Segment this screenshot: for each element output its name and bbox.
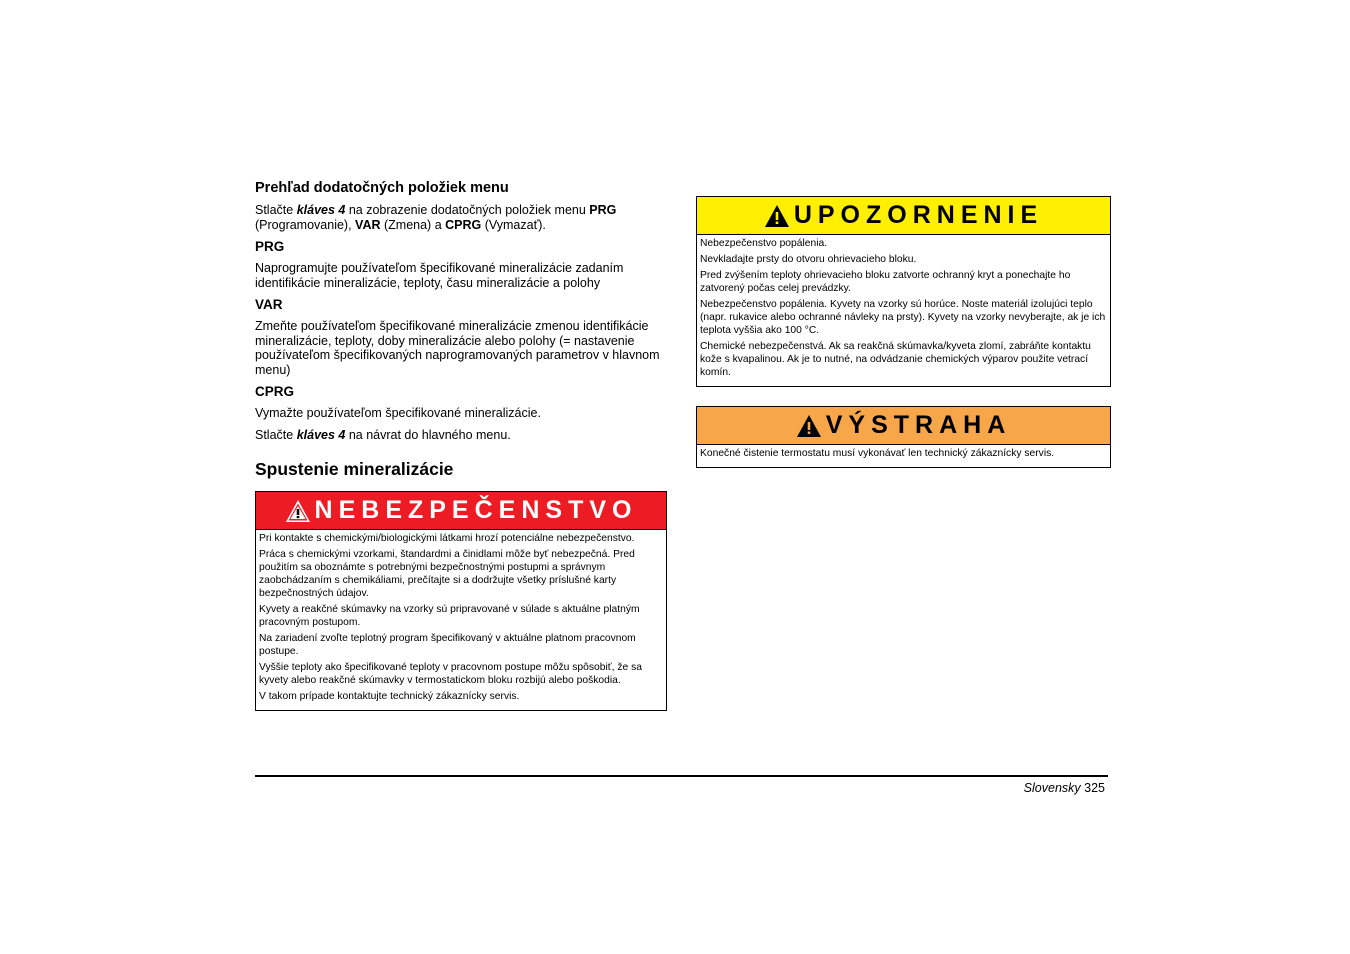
caution-body: [697, 235, 1110, 386]
caution-box: [696, 196, 1111, 387]
intro-text-3: (Programovanie),: [255, 217, 356, 232]
var-heading: VAR: [255, 297, 283, 312]
caution-item: Nebezpečenstvo popálenia.: [700, 238, 828, 249]
caution-item: Pred zvýšením teploty ohrievacieho bloku zatvorte ochranný kryt a ponechajte ho zatvorený počas celej prevádzky.: [700, 270, 1071, 294]
danger-box: [255, 491, 667, 711]
cprg-heading: CPRG: [255, 384, 295, 399]
danger-item: Kyvety a reakčné skúmavky na vzorky sú pripravované v súlade s aktuálne platným pracovným postupom.: [259, 604, 640, 628]
warning-body: [697, 445, 1110, 467]
footer-page-number: 325: [1084, 781, 1105, 795]
return-text-2: na návrat do hlavného menu.: [345, 427, 511, 442]
return-text-1: Stlačte: [255, 427, 297, 442]
right-column: [696, 196, 1111, 468]
intro-text-1: Stlačte: [255, 203, 297, 217]
return-key: kláves 4: [296, 427, 346, 442]
danger-item: Vyššie teploty ako špecifikované teploty v pracovnom postupe môžu spôsobiť, že sa kyvety alebo reakčné skúmavky v termostatickom bloku rozbijú alebo poškodia.: [259, 662, 642, 686]
prg-text: Naprogramujte používateľom špecifikované mineralizácie zadaním identifikácie mineralizácie, teploty, času mineralizácie a polohy: [255, 261, 624, 290]
danger-item: Práca s chemickými vzorkami, štandardmi a činidlami môže byť nebezpečná. Pred použitím sa oboznámte s potrebnými bezpečnostnými postupmi a správnym zaobchádzaním s chemikáliami, prečítajte si a dodržujte všetky príslušné karty bezpečnostných údajov.: [259, 549, 635, 599]
intro-text-4: (Zmena) a: [380, 217, 446, 232]
caution-item: Chemické nebezpečenstvá. Ak sa reakčná skúmavka/kyveta zlomí, zabráňte kontaktu kože s kvapalinou. Ak je to nutné, na odvádzanie chemických výparov použite vetrací komín.: [700, 341, 1091, 378]
warning-box: [696, 406, 1111, 468]
var-text: Zmeňte používateľom špecifikované mineralizácie zmenou identifikácie mineralizácie, teploty, doby mineralizácie alebo polohy (= nastavenie používateľom špecifikovaných naprogramovaných parametrov v hlavnom menu): [255, 319, 660, 377]
intro-text-2: na zobrazenie dodatočných položiek menu: [345, 203, 590, 217]
warning-triangle-icon: [796, 414, 822, 438]
danger-item: Na zariadení zvoľte teplotný program špecifikovaný v aktuálne platnom pracovnom postupe.: [259, 633, 636, 657]
cprg-text: Vymažte používateľom špecifikované mineralizácie.: [255, 406, 541, 420]
menu-section-title: Prehľad dodatočných položiek menu: [255, 180, 509, 196]
danger-label: NEBEZPEČENSTVO: [314, 496, 638, 524]
danger-item: Pri kontakte s chemickými/biologickými látkami hrozí potenciálne nebezpečenstvo.: [259, 533, 635, 544]
warning-triangle-icon: [285, 499, 311, 523]
intro-prg: PRG: [589, 203, 617, 217]
mineralization-section-title: Spustenie mineralizácie: [255, 459, 454, 479]
danger-item: V takom prípade kontaktujte technický zákaznícky servis.: [259, 691, 520, 702]
danger-header: [256, 492, 666, 530]
footer-language: Slovensky: [1023, 781, 1081, 795]
caution-header: [697, 197, 1110, 235]
menu-intro-paragraph: [255, 203, 667, 232]
return-paragraph: [255, 428, 667, 443]
intro-cprg: CPRG: [445, 217, 482, 232]
warning-header: [697, 407, 1110, 445]
intro-var: VAR: [355, 217, 381, 232]
page-footer: [1024, 781, 1105, 795]
caution-item: Nebezpečenstvo popálenia. Kyvety na vzorky sú horúce. Noste materiál izolujúci teplo (napr. rukavice alebo ochranné návleky na prsty). Kyvety na vzorky nevyberajte, ak je ich teplota vyššia ako 100 °C.: [700, 299, 1106, 336]
prg-heading: PRG: [255, 239, 285, 254]
intro-key: kláves 4: [296, 203, 346, 217]
footer-rule: [255, 775, 1108, 777]
caution-label: UPOZORNENIE: [793, 201, 1044, 229]
warning-item: Konečné čistenie termostatu musí vykonávať len technický zákaznícky servis.: [700, 448, 1055, 459]
left-column: [255, 180, 667, 711]
warning-triangle-icon: [764, 204, 790, 228]
caution-item: Nevkladajte prsty do otvoru ohrievacieho bloku.: [700, 254, 917, 265]
intro-text-5: (Vymazať).: [481, 217, 546, 232]
danger-body: [256, 530, 666, 710]
warning-label: VÝSTRAHA: [825, 411, 1012, 439]
